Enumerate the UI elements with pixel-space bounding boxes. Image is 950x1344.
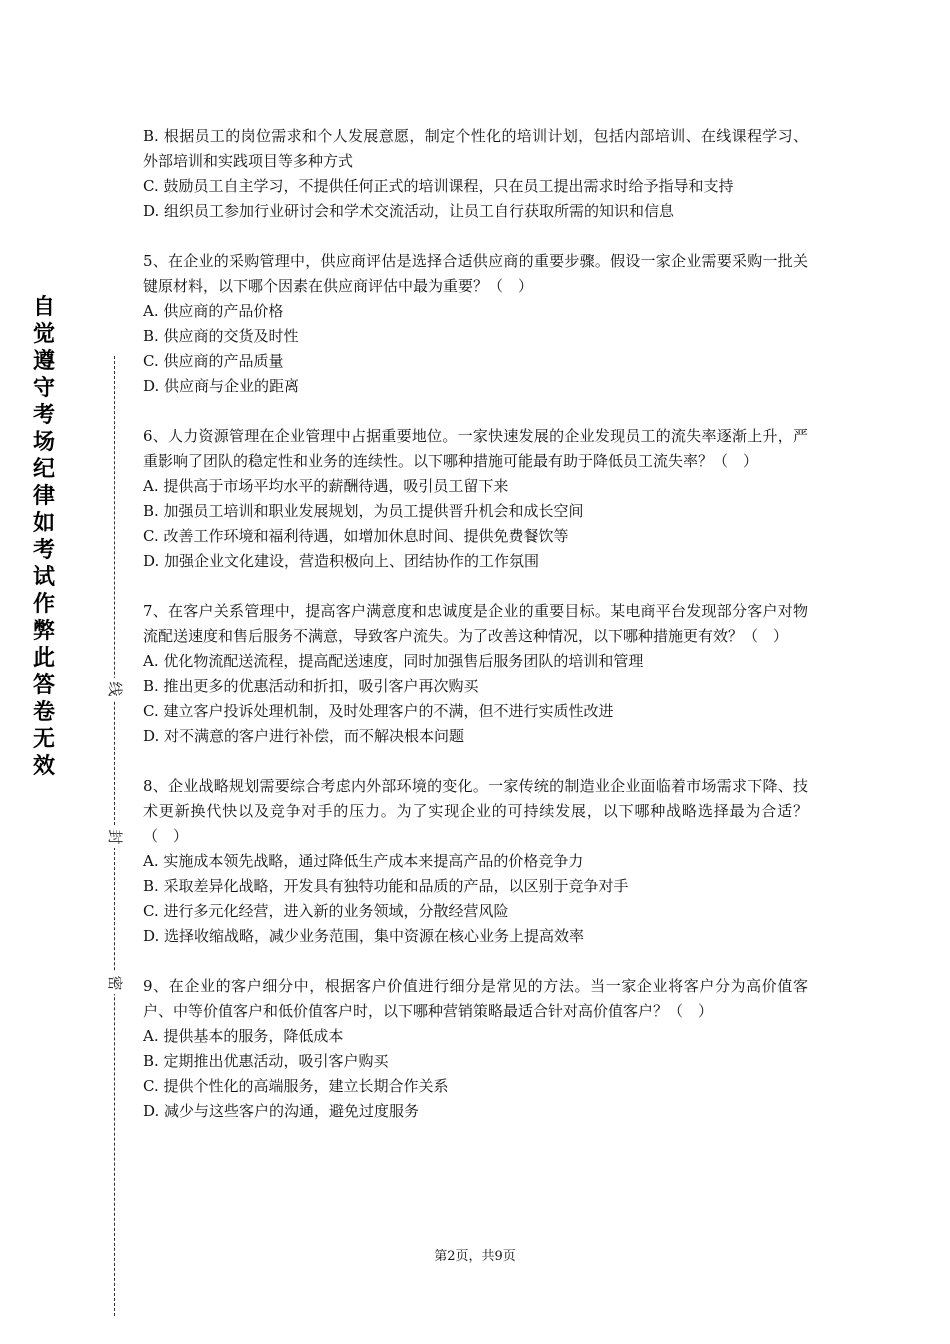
question-8 [143, 774, 808, 949]
question-5 [143, 249, 808, 399]
seal-label-line: 线 [104, 678, 126, 700]
option-d: D. 对不满意的客户进行补偿，而不解决根本问题 [143, 727, 465, 745]
question-stem: 6、人力资源管理在企业管理中占据重要地位。一家快速发展的企业发现员工的流失率逐渐上升，严重影响了团队的稳定性和业务的连续性。以下哪种措施可能最有助于降低员工流失率？（ ） [143, 427, 808, 470]
option-c: C. 改善工作环境和福利待遇，如增加休息时间、提供免费餐饮等 [143, 527, 569, 545]
option-b: B. 定期推出优惠活动，吸引客户购买 [143, 1052, 389, 1070]
carryover-options [143, 124, 808, 224]
question-9 [143, 974, 808, 1124]
option-text: D. 组织员工参加行业研讨会和学术交流活动，让员工自行获取所需的知识和信息 [143, 202, 675, 220]
question-content [143, 124, 808, 1124]
option-a: A. 供应商的产品价格 [143, 302, 284, 320]
seal-label-secret: 密 [104, 972, 126, 994]
option-c: C. 提供个性化的高端服务，建立长期合作关系 [143, 1077, 449, 1095]
option-c: C. 供应商的产品质量 [143, 352, 284, 370]
seal-label-seal: 封 [104, 826, 126, 848]
option-text: C. 鼓励员工自主学习，不提供任何正式的培训课程，只在员工提出需求时给予指导和支持 [143, 177, 734, 195]
exam-discipline-notice: 自觉遵守考场纪律如考试作弊此答卷无效 [32, 295, 55, 779]
question-7 [143, 599, 808, 749]
question-stem: 8、企业战略规划需要综合考虑内外部环境的变化。一家传统的制造业企业面临着市场需求下降、技术更新换代快以及竞争对手的压力。为了实现企业的可持续发展，以下哪种战略选择最为合适？（ ） [143, 777, 808, 845]
option-d: D. 加强企业文化建设，营造积极向上、团结协作的工作氛围 [143, 552, 540, 570]
page-number: 第2页，共9页 [434, 1249, 516, 1264]
option-c: C. 建立客户投诉处理机制，及时处理客户的不满，但不进行实质性改进 [143, 702, 614, 720]
question-stem: 7、在客户关系管理中，提高客户满意度和忠诚度是企业的重要目标。某电商平台发现部分客户对物流配送速度和售后服务不满意，导致客户流失。为了改善这种情况，以下哪种措施更有效？（ ） [143, 602, 808, 645]
option-d: D. 选择收缩战略，减少业务范围，集中资源在核心业务上提高效率 [143, 927, 585, 945]
option-a: A. 提供高于市场平均水平的薪酬待遇，吸引员工留下来 [143, 477, 509, 495]
option-c: C. 进行多元化经营，进入新的业务领域，分散经营风险 [143, 902, 509, 920]
option-a: A. 实施成本领先战略，通过降低生产成本来提高产品的价格竞争力 [143, 852, 584, 870]
option-d: D. 供应商与企业的距离 [143, 377, 300, 395]
option-b: B. 采取差异化战略，开发具有独特功能和品质的产品，以区别于竞争对手 [143, 877, 629, 895]
option-a: A. 提供基本的服务，降低成本 [143, 1027, 344, 1045]
question-6 [143, 424, 808, 574]
question-stem: 5、在企业的采购管理中，供应商评估是选择合适供应商的重要步骤。假设一家企业需要采购一批关键原材料，以下哪个因素在供应商评估中最为重要？（ ） [143, 252, 808, 295]
option-b: B. 供应商的交货及时性 [143, 327, 299, 345]
option-b: B. 加强员工培训和职业发展规划，为员工提供晋升机会和成长空间 [143, 502, 584, 520]
option-d: D. 减少与这些客户的沟通，避免过度服务 [143, 1102, 420, 1120]
option-a: A. 优化物流配送流程，提高配送速度，同时加强售后服务团队的培训和管理 [143, 652, 644, 670]
option-b: B. 推出更多的优惠活动和折扣，吸引客户再次购买 [143, 677, 479, 695]
option-text: B. 根据员工的岗位需求和个人发展意愿，制定个性化的培训计划，包括内部培训、在线课程学习、外部培训和实践项目等多种方式 [143, 127, 808, 170]
question-stem: 9、在企业的客户细分中，根据客户价值进行细分是常见的方法。当一家企业将客户分为高价值客户、中等价值客户和低价值客户时，以下哪种营销策略最适合针对高价值客户？（ ） [143, 977, 808, 1020]
